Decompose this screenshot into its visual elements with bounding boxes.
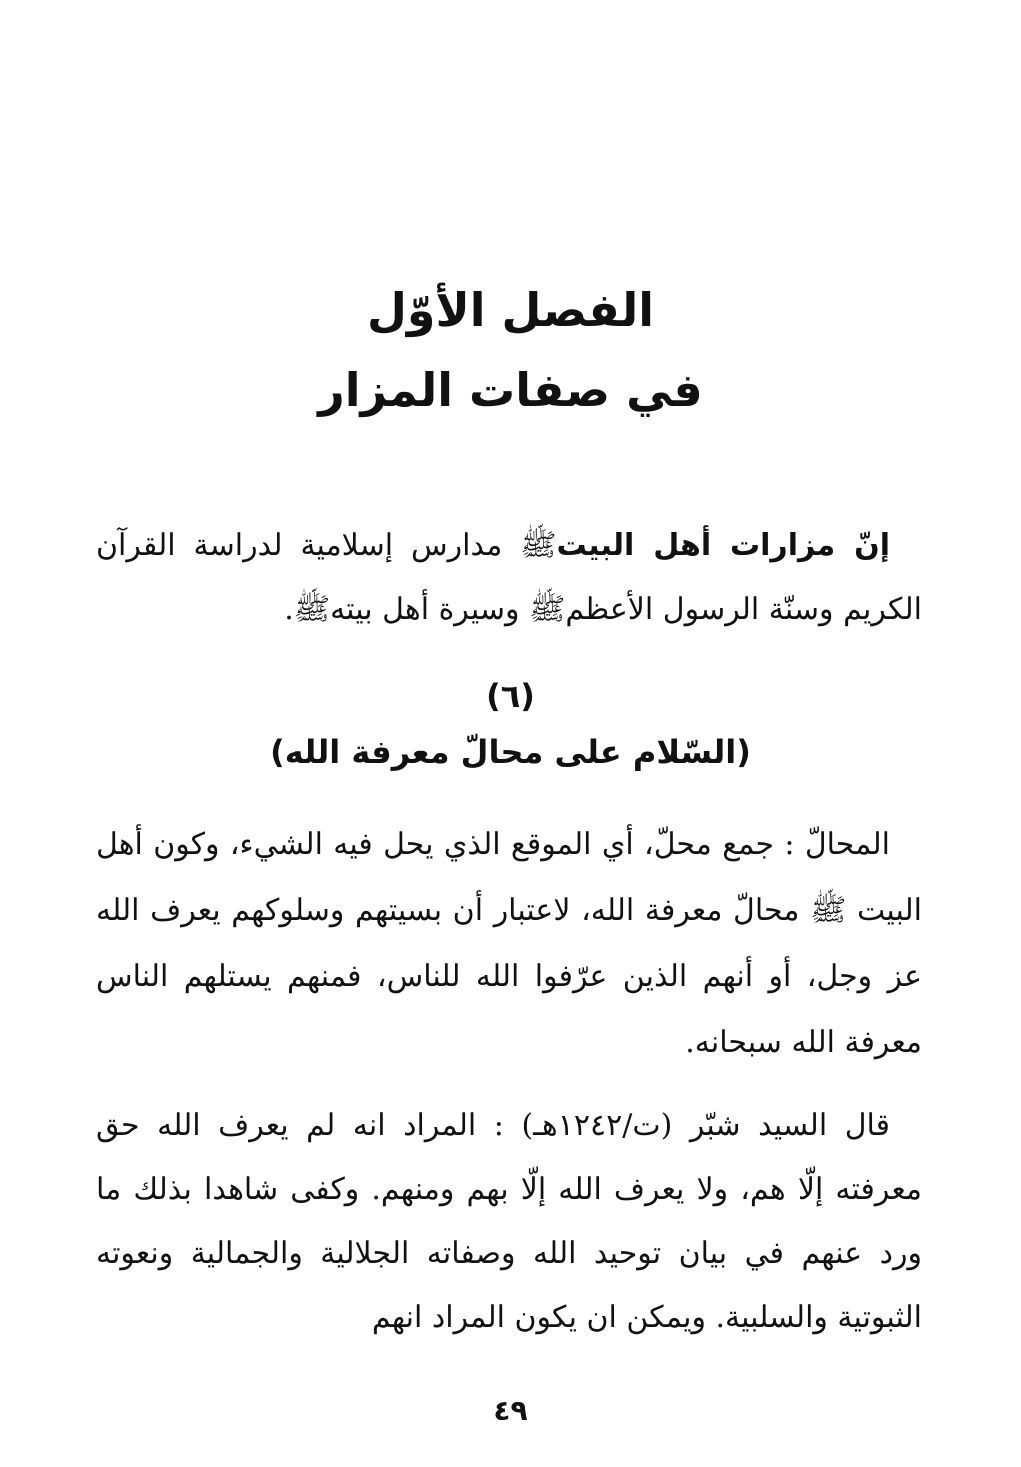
- intro-text-2: وسيرة أهل بيته: [330, 592, 530, 627]
- chapter-heading: [0, 272, 1021, 428]
- section-number: (٦): [486, 677, 535, 715]
- honorific-symbol: ﷺ: [529, 592, 566, 627]
- paragraph-text: قال السيد شبّر (ت/١٢٤٢هـ) : المراد انه لم يعرف الله حق معرفته إلّا هم، ولا يعرف الله إلّا بهم ومنهم. وكفى شاهدا بذلك ما ورد عنهم في بيان توحيد الله وصفاته الجلالية والجمالية ونعوته الثبوتية والسلبية. ويمكن ان يكون المراد انهم: [96, 1108, 922, 1335]
- intro-end: .: [284, 592, 294, 627]
- honorific-symbol: ﷺ: [293, 592, 331, 627]
- chapter-title: الفصل الأوّل: [366, 283, 655, 337]
- honorific-symbol: ﷺ: [520, 528, 557, 563]
- intro-text: مدارس إسلامية لدراسة القرآن الكريم وسنّة الرسول الأعظم: [96, 528, 922, 627]
- section-heading: [0, 672, 1021, 776]
- chapter-subtitle: في صفات المزار: [318, 363, 703, 417]
- paragraph-text: المحالّ : جمع محلّ، أي الموقع الذي يحل فيه الشيء، وكون أهل البيت ﷺ محالّ معرفة الله، لاعتبار أن بسيتهم وسلوكهم يعرف الله عز وجل، أو أنهم الذين عرّفوا الله للناس، فمنهم يستلهم الناس معرفة الله سبحانه.: [96, 827, 922, 1060]
- section-title: (السّلام على محالّ معرفة الله): [270, 733, 751, 771]
- body-paragraph-1: [96, 812, 922, 1076]
- page-number: ٤٩: [493, 1394, 528, 1427]
- body-paragraph-2: [96, 1094, 922, 1350]
- intro-lead: إنّ مزارات أهل البيت: [556, 528, 891, 563]
- intro-paragraph: [96, 514, 922, 642]
